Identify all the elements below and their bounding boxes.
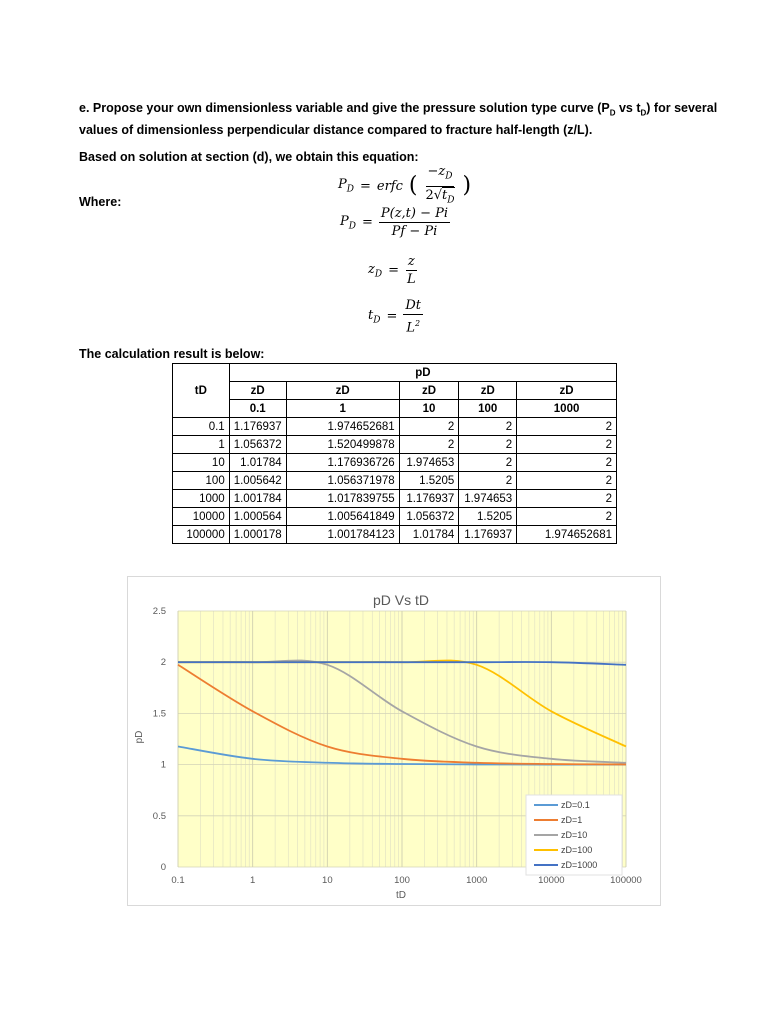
equation-zd: $z_D$ = $\frac{z}{L}$ bbox=[368, 254, 416, 287]
x-axis-label: tD bbox=[396, 890, 406, 901]
x-tick-label: 1000 bbox=[466, 875, 488, 886]
chart-container bbox=[127, 576, 661, 906]
y-tick-label: 0 bbox=[160, 862, 166, 873]
x-tick-label: 1 bbox=[250, 875, 256, 886]
chart-legend bbox=[526, 795, 622, 875]
x-tick-label: 100000 bbox=[610, 875, 642, 886]
equation-erfc: $P_D$ = erfc ( $\frac{-z_D}{2√t_D}$ ) bbox=[338, 164, 471, 208]
y-axis-ticks bbox=[153, 606, 166, 873]
problem-statement bbox=[79, 100, 719, 139]
legend-entry: zD=10 bbox=[561, 830, 588, 840]
results-table bbox=[172, 363, 617, 544]
y-tick-label: 1.5 bbox=[152, 708, 166, 720]
y-axis-label: pD bbox=[134, 730, 145, 744]
intro-text: Based on solution at section (d), we obtain this equation: bbox=[79, 150, 419, 164]
pd-vs-td-chart bbox=[128, 577, 660, 905]
table-row: 1000 1.001784 1.017839755 1.176937 1.974653 2 bbox=[173, 490, 617, 508]
table-zd-value-row: 0.1 1 10 100 1000 bbox=[173, 400, 617, 418]
y-tick-label: 0.5 bbox=[152, 810, 166, 822]
x-tick-label: 10000 bbox=[538, 875, 565, 886]
table-row: 10 1.01784 1.176936726 1.974653 2 2 bbox=[173, 454, 617, 472]
calc-intro: The calculation result is below: bbox=[79, 347, 265, 361]
legend-entry: zD=1000 bbox=[561, 860, 598, 870]
y-tick-label: 1 bbox=[160, 759, 166, 771]
legend-entry: zD=0.1 bbox=[561, 800, 590, 810]
legend-entry: zD=1 bbox=[561, 815, 583, 825]
table-row: 0.1 1.176937 1.974652681 2 2 2 bbox=[173, 418, 617, 436]
table-row: 10000 1.000564 1.005641849 1.056372 1.5205 2 bbox=[173, 508, 617, 526]
chart-title: pD Vs tD bbox=[372, 592, 430, 608]
x-tick-label: 10 bbox=[322, 875, 333, 886]
table-zd-label-row: zD zD zD zD zD bbox=[173, 382, 617, 400]
equation-td: $t_D$ = $\frac{Dt}{L^2}$ bbox=[368, 298, 422, 336]
x-tick-label: 0.1 bbox=[171, 875, 185, 886]
table-row: 100 1.005642 1.056371978 1.5205 2 2 bbox=[173, 472, 617, 490]
legend-entry: zD=100 bbox=[561, 845, 593, 855]
y-tick-label: 2 bbox=[160, 657, 166, 669]
table-corner: tD bbox=[173, 364, 230, 418]
equation-pd-definition: $P_D$ = $\frac{P(z,t) - Pi}{Pf - Pi}$ bbox=[340, 206, 449, 239]
x-axis-ticks bbox=[171, 875, 641, 886]
table-row: 100000 1.000178 1.001784123 1.01784 1.176937 1.974652681 bbox=[173, 526, 617, 544]
table-row: 1 1.056372 1.520499878 2 2 2 bbox=[173, 436, 617, 454]
y-tick-label: 2.5 bbox=[152, 606, 166, 617]
where-label: Where: bbox=[79, 195, 122, 209]
problem-line-2: values of dimensionless perpendicular distance compared to fracture half-length (z/L). bbox=[79, 122, 593, 137]
erfc-fraction: $\frac{-z_D}{2√t_D}$ bbox=[425, 164, 455, 206]
problem-line-1: e. Propose your own dimensionless variable and give the pressure solution type curve ($P_D$ vs $t_D$) for several bbox=[79, 101, 718, 118]
table-group-header: pD bbox=[229, 364, 616, 382]
x-tick-label: 100 bbox=[394, 875, 410, 886]
